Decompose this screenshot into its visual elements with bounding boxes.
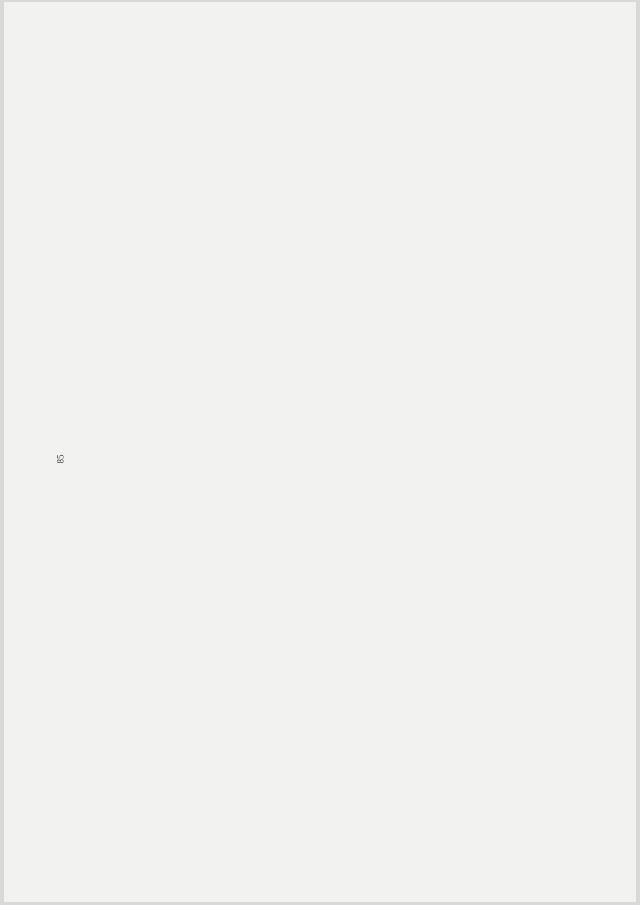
rotated-content (570, 0, 640, 10)
page-number: 85 (55, 454, 66, 464)
document-page (4, 2, 636, 902)
